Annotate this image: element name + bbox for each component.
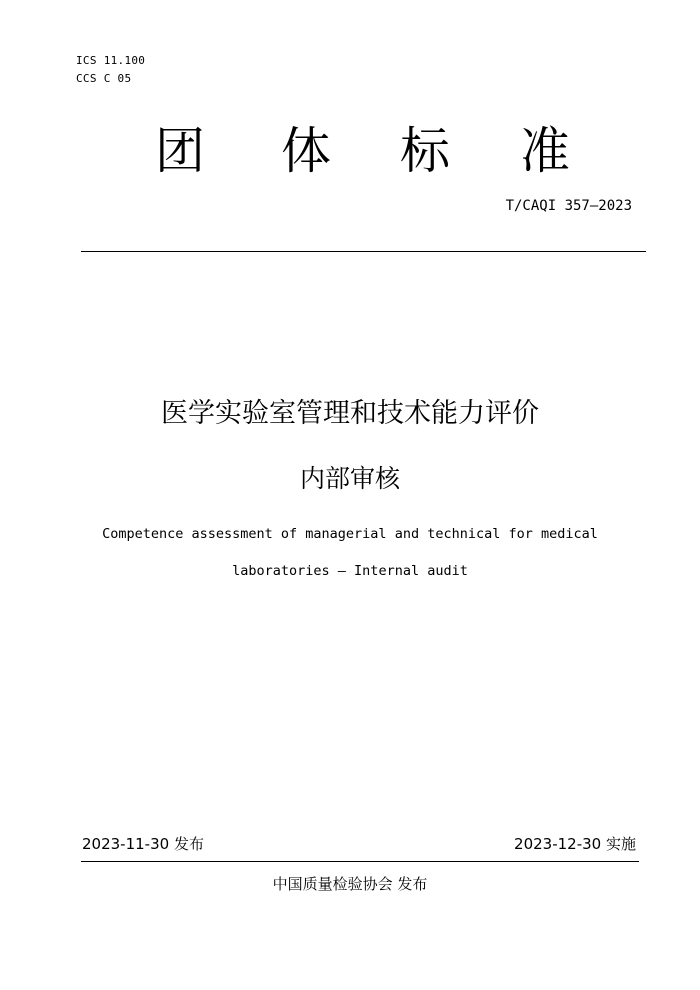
title-english-line-2: laboratories — Internal audit <box>232 563 468 579</box>
publisher: 中国质量检验协会 发布 <box>272 875 428 893</box>
bottom-divider <box>81 861 639 862</box>
title-chinese-main: 医学实验室管理和技术能力评价 <box>161 398 539 429</box>
standard-type-char-1: 团 <box>155 122 205 180</box>
standard-type-char-4: 准 <box>520 122 570 180</box>
classification-codes <box>76 52 145 88</box>
top-divider <box>81 251 646 252</box>
standard-type-char-3: 标 <box>400 122 450 180</box>
standard-number: T/CAQI 357—2023 <box>505 198 632 214</box>
title-english-line-1: Competence assessment of managerial and technical for medical <box>102 526 598 542</box>
title-chinese-sub: 内部审核 <box>299 464 400 493</box>
implementation-date: 2023-12-30 实施 <box>514 835 636 853</box>
ics-code: ICS 11.100 <box>76 54 146 67</box>
ccs-code: CCS C 05 <box>76 72 132 85</box>
issue-date: 2023-11-30 发布 <box>82 835 204 853</box>
standard-type-char-2: 体 <box>281 122 331 180</box>
standard-type-heading <box>0 118 700 188</box>
